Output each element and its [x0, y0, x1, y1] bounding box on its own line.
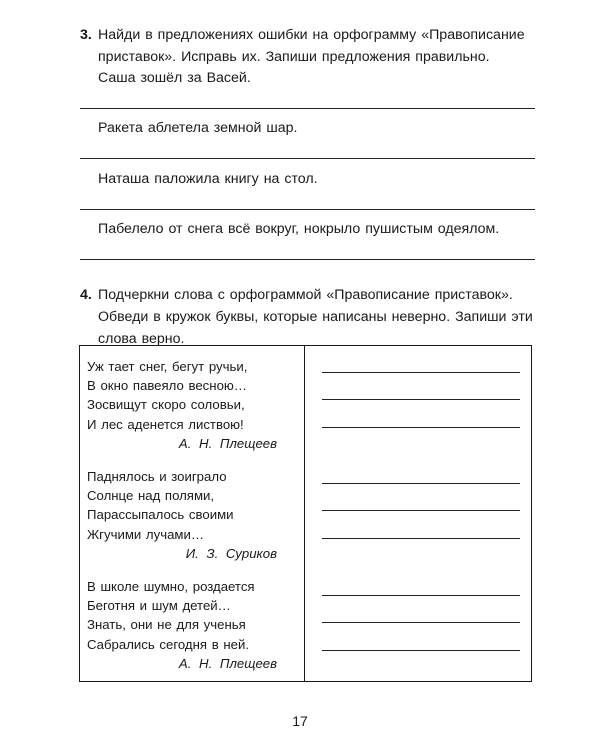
write-line[interactable]	[322, 538, 520, 539]
poem-line: В окно павеяло весною…	[87, 378, 247, 394]
poem-line: Зосвищут скоро соловьи,	[87, 397, 245, 413]
task-3-sentence: Пабелело от снега всё вокруг, нокрыло пушистым одеялом.	[98, 221, 500, 237]
task-4-number: 4.	[80, 287, 92, 303]
write-line[interactable]	[322, 510, 520, 511]
poem-author: И. З. Суриков	[185, 545, 277, 561]
poem-line: Уж тает снег, бегут ручьи,	[87, 359, 248, 374]
task-3-number: 3.	[80, 27, 92, 43]
write-line[interactable]	[322, 650, 520, 651]
poem-author: А. Н. Плещеев	[178, 435, 277, 451]
poem-line: Солнце над полями,	[87, 488, 215, 504]
poem-1	[87, 357, 297, 453]
task-3-sentence: Ракета аблетела земной шар.	[98, 120, 298, 136]
poem-line: Парассыпалось своими	[87, 507, 234, 523]
write-line[interactable]	[322, 622, 520, 623]
poem-line: И лес аденется листвою!	[87, 416, 244, 432]
task-3-header	[80, 24, 540, 68]
answer-line[interactable]	[80, 209, 535, 210]
task-3-sentence: Наташа паложила книгу на стол.	[98, 171, 318, 187]
poem-line: Паднялось и зоиграло	[87, 469, 227, 484]
write-line[interactable]	[322, 483, 520, 484]
poem-line: Знать, они не для ученья	[87, 617, 246, 633]
write-line[interactable]	[322, 372, 520, 373]
answer-line[interactable]	[80, 158, 535, 159]
poem-3	[87, 577, 297, 673]
write-line[interactable]	[322, 427, 520, 428]
poem-line: В школе шумно, роздается	[87, 579, 255, 594]
table-column-divider	[304, 345, 305, 682]
poem-2	[87, 467, 297, 563]
page-number: 17	[292, 713, 308, 729]
write-line[interactable]	[322, 595, 520, 596]
answer-line[interactable]	[80, 108, 535, 109]
task-4-instruction: Подчеркни слова с орфограммой «Правописание приставок». Обведи в кружок буквы, которые написаны неверно. Запиши эти слова верно.	[98, 287, 533, 347]
poem-line: Жгучими лучами…	[87, 526, 205, 542]
task-4-header	[80, 284, 540, 350]
task-3-sentence: Саша зошёл за Васей.	[98, 70, 251, 86]
poem-line: Сабрались сегодня в ней.	[87, 636, 250, 652]
poem-line: Беготня и шум детей…	[87, 598, 231, 614]
poem-author: А. Н. Плещеев	[178, 655, 277, 671]
task-3-instruction: Найди в предложениях ошибки на орфограмму «Правописание приставок». Исправь их. Запиши предложения правильно.	[98, 27, 525, 65]
write-line[interactable]	[322, 399, 520, 400]
answer-line[interactable]	[80, 259, 535, 260]
